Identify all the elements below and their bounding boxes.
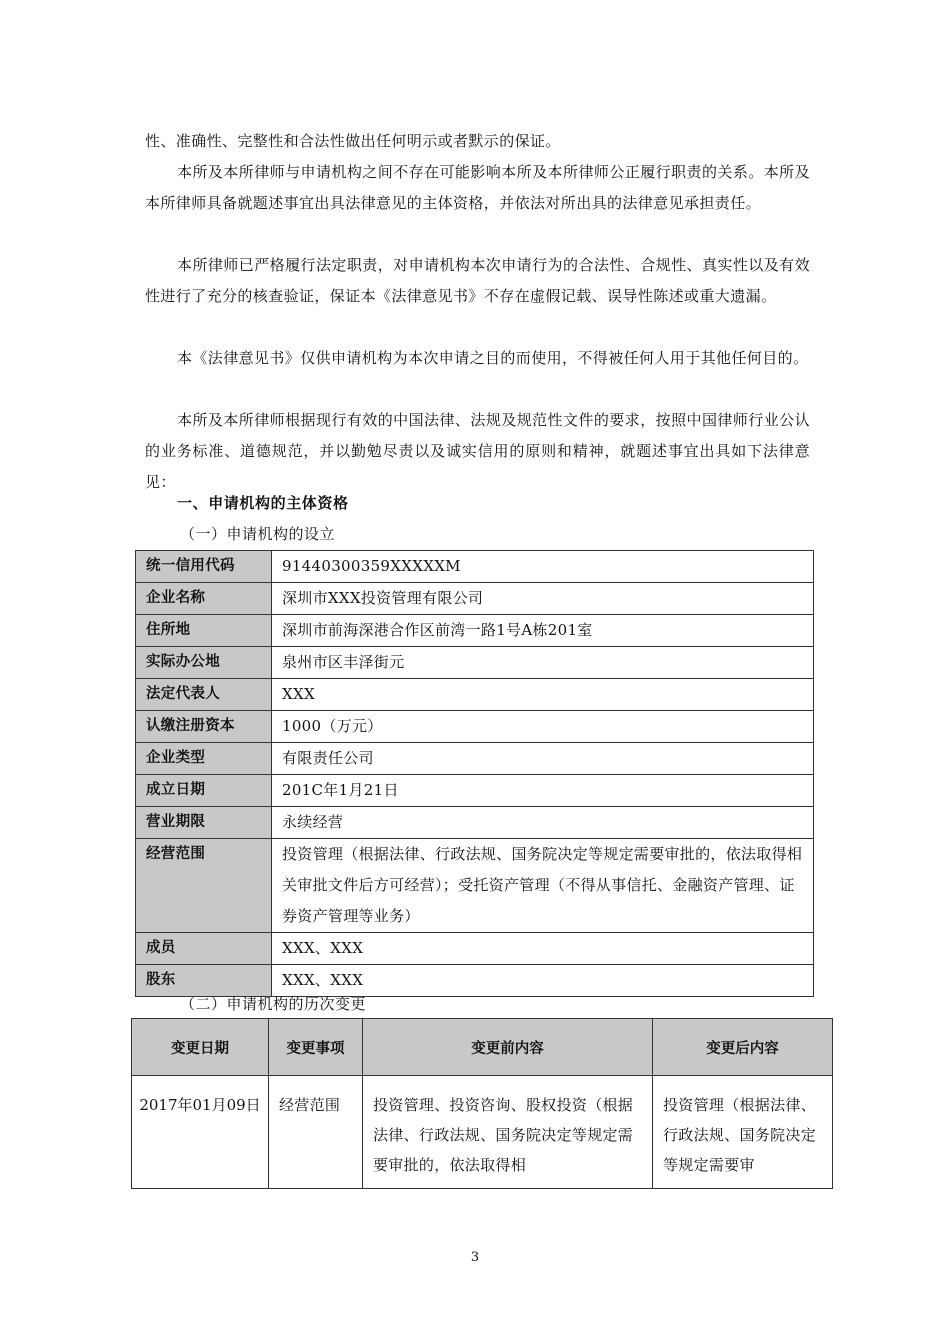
row-value: 91440300359XXXXXM xyxy=(272,551,814,583)
row-key: 成员 xyxy=(136,933,272,965)
row-value: 201C年1月21日 xyxy=(272,775,814,807)
column-header-after: 变更后内容 xyxy=(653,1019,833,1076)
table-row xyxy=(136,933,814,965)
table-row xyxy=(136,743,814,775)
row-value: 深圳市前海深港合作区前湾一路1号A栋201室 xyxy=(272,615,814,647)
table-row xyxy=(132,1076,833,1189)
table-row xyxy=(136,711,814,743)
section-title: 一、申请机构的主体资格 xyxy=(177,494,349,512)
row-value: XXX、XXX xyxy=(272,965,814,997)
table-row xyxy=(136,965,814,997)
table-row xyxy=(136,775,814,807)
table-row xyxy=(136,839,814,933)
table-row xyxy=(136,583,814,615)
paragraph-purpose: 本《法律意见书》仅供申请机构为本次申请之目的而使用，不得被任何人用于其他任何目的。 xyxy=(177,349,809,367)
column-header-before: 变更前内容 xyxy=(363,1019,653,1076)
change-before: 投资管理、投资咨询、股权投资（根据法律、行政法规、国务院决定等规定需要审批的，依法取得相 xyxy=(363,1076,653,1189)
column-header-date: 变更日期 xyxy=(132,1019,269,1076)
column-header-item: 变更事项 xyxy=(269,1019,363,1076)
row-key: 法定代表人 xyxy=(136,679,272,711)
paragraph-verification: 本所律师已严格履行法定职责，对申请机构本次申请行为的合法性、合规性、真实性以及有效性进行了充分的核查验证，保证本《法律意见书》不存在虚假记载、误导性陈述或重大遗漏。 xyxy=(145,256,810,305)
subsection-title-changes: （二）申请机构的历次变更 xyxy=(180,995,367,1013)
table-header-row xyxy=(132,1019,833,1076)
table-row xyxy=(136,615,814,647)
row-value: 有限责任公司 xyxy=(272,743,814,775)
change-date: 2017年01月09日 xyxy=(132,1076,269,1189)
paragraph-basis: 本所及本所律师根据现行有效的中国法律、法规及规范性文件的要求，按照中国律师行业公认的业务标准、道德规范，并以勤勉尽责以及诚实信用的原则和精神，就题述事宜出具如下法律意见： xyxy=(145,411,810,491)
row-key: 股东 xyxy=(136,965,272,997)
row-value: 永续经营 xyxy=(272,807,814,839)
row-value: XXX xyxy=(272,679,814,711)
row-value: 深圳市XXX投资管理有限公司 xyxy=(272,583,814,615)
row-value: 1000（万元） xyxy=(272,711,814,743)
row-key: 企业名称 xyxy=(136,583,272,615)
table-row xyxy=(136,679,814,711)
change-item: 经营范围 xyxy=(269,1076,363,1189)
row-key: 经营范围 xyxy=(136,839,272,933)
change-history-table xyxy=(131,1018,833,1189)
subsection-title-establishment: （一）申请机构的设立 xyxy=(180,525,336,543)
row-key: 成立日期 xyxy=(136,775,272,807)
page-number: 3 xyxy=(470,1250,480,1265)
row-key: 住所地 xyxy=(136,615,272,647)
row-key: 营业期限 xyxy=(136,807,272,839)
paragraph-independence: 本所及本所律师与申请机构之间不存在可能影响本所及本所律师公正履行职责的关系。本所及本所律师具备就题述事宜出具法律意见的主体资格，并依法对所出具的法律意见承担责任。 xyxy=(145,163,810,212)
row-key: 认缴注册资本 xyxy=(136,711,272,743)
table-row xyxy=(136,647,814,679)
paragraph-continuation: 性、准确性、完整性和合法性做出任何明示或者默示的保证。 xyxy=(145,132,561,150)
row-key: 实际办公地 xyxy=(136,647,272,679)
table-row xyxy=(136,807,814,839)
table-row xyxy=(136,551,814,583)
change-after: 投资管理（根据法律、行政法规、国务院决定等规定需要审 xyxy=(653,1076,833,1189)
row-value: 投资管理（根据法律、行政法规、国务院决定等规定需要审批的，依法取得相关审批文件后方可经营）；受托资产管理（不得从事信托、金融资产管理、证券资产管理等业务） xyxy=(272,839,814,933)
institution-info-table xyxy=(135,550,814,997)
row-value: XXX、XXX xyxy=(272,933,814,965)
row-key: 统一信用代码 xyxy=(136,551,272,583)
row-key: 企业类型 xyxy=(136,743,272,775)
row-value: 泉州市区丰泽街元 xyxy=(272,647,814,679)
